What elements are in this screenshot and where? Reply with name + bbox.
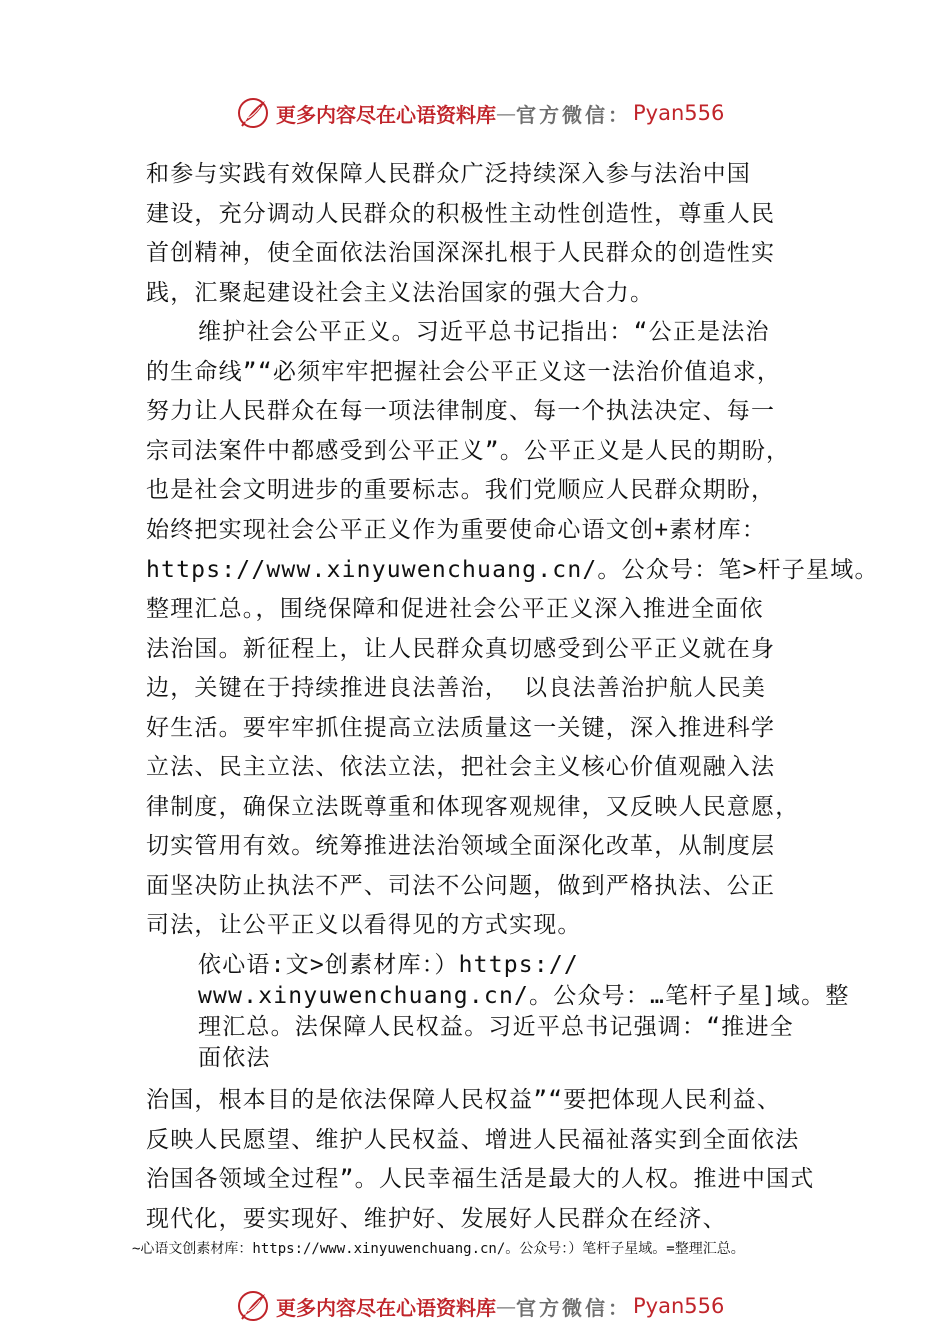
footer-note: ~心语文创素材库：https://www.xinyuwenchuang.cn/。公众号：）笔杆子星域。=整理汇总。 <box>132 1241 745 1257</box>
text-line: 治国，根本目的是依法保障人民权益”“要把体现人民利益、 <box>146 1087 782 1113</box>
banner-separator: — <box>496 1294 516 1318</box>
text-line: 整理汇总。，围绕保障和促进社会公平正义深入推进全面依 <box>146 596 764 622</box>
text-line: 面依法 <box>198 1045 271 1071</box>
text-line: 司法，让公平正义以看得见的方式实现。 <box>146 912 582 938</box>
text-line: 和参与实践有效保障人民群众广泛持续深入参与法治中国 <box>146 161 751 187</box>
text-line: 建设，充分调动人民群众的积极性主动性创造性，尊重人民 <box>146 201 776 227</box>
text-line: 理汇总。法保障人民权益。习近平总书记强调：“推进全 <box>198 1014 794 1040</box>
text-line: 边，关键在于持续推进良法善治， 以良法善治护航人民美 <box>146 675 767 701</box>
quill-pen-logo-icon <box>236 96 270 130</box>
text-line: 面坚决防止执法不严、司法不公问题，做到严格执法、公正 <box>146 873 776 899</box>
text-line: 也是社会文明进步的重要标志。我们党顺应人民群众期盼， <box>146 477 776 503</box>
text-line: 依心语:文>创素材库：）https:// <box>198 952 579 978</box>
text-line: 反映人民愿望、维护人民权益、增进人民福祉落实到全面依法 <box>146 1127 800 1153</box>
text-line: 法治国。新征程上，让人民群众真切感受到公平正义就在身 <box>146 636 776 662</box>
text-line: www.xinyuwenchuang.cn/。公众号：…笔杆子星]域。整 <box>198 983 850 1009</box>
banner-wechat-id: Pyan556 <box>633 101 725 125</box>
text-line: 治国各领域全过程”。人民幸福生活是最大的人权。推进中国式 <box>146 1166 815 1192</box>
text-line: 宗司法案件中都感受到公平正义”。公平正义是人民的期盼， <box>146 438 791 464</box>
banner-main-text: 更多内容尽在心语资料库 <box>276 1295 496 1320</box>
banner-separator: — <box>496 101 516 125</box>
text-line: 维护社会公平正义。习近平总书记指出：“公正是法治 <box>198 319 770 345</box>
text-line: https://www.xinyuwenchuang.cn/。公众号：笔>杆子星域。 <box>146 557 879 583</box>
header-banner[interactable] <box>236 96 724 130</box>
text-line: 好生活。要牢牢抓住提高立法质量这一关键，深入推进科学 <box>146 715 776 741</box>
banner-wechat-id: Pyan556 <box>633 1294 725 1318</box>
banner-official-label: 官方微信： <box>516 102 631 127</box>
banner-official-label: 官方微信： <box>516 1295 631 1320</box>
banner-main-text: 更多内容尽在心语资料库 <box>276 102 496 127</box>
quill-pen-logo-icon <box>236 1289 270 1323</box>
text-line: 努力让人民群众在每一项法律制度、每一个执法决定、每一 <box>146 398 776 424</box>
text-line: 践，汇聚起建设社会主义法治国家的强大合力。 <box>146 280 655 306</box>
text-line: 首创精神，使全面依法治国深深扎根于人民群众的创造性实 <box>146 240 776 266</box>
text-line: 立法、民主立法、依法立法，把社会主义核心价值观融入法 <box>146 754 776 780</box>
text-line: 的生命线”“必须牢牢把握社会公平正义这一法治价值追求， <box>146 359 782 385</box>
text-line: 现代化，要实现好、维护好、发展好人民群众在经济、 <box>146 1206 727 1232</box>
text-line: 始终把实现社会公平正义作为重要使命心语文创+素材库： <box>146 517 767 543</box>
footer-banner[interactable] <box>236 1289 724 1323</box>
text-line: 切实管用有效。统筹推进法治领域全面深化改革，从制度层 <box>146 833 776 859</box>
text-line: 律制度，确保立法既尊重和体现客观规律，又反映人民意愿， <box>146 794 800 820</box>
